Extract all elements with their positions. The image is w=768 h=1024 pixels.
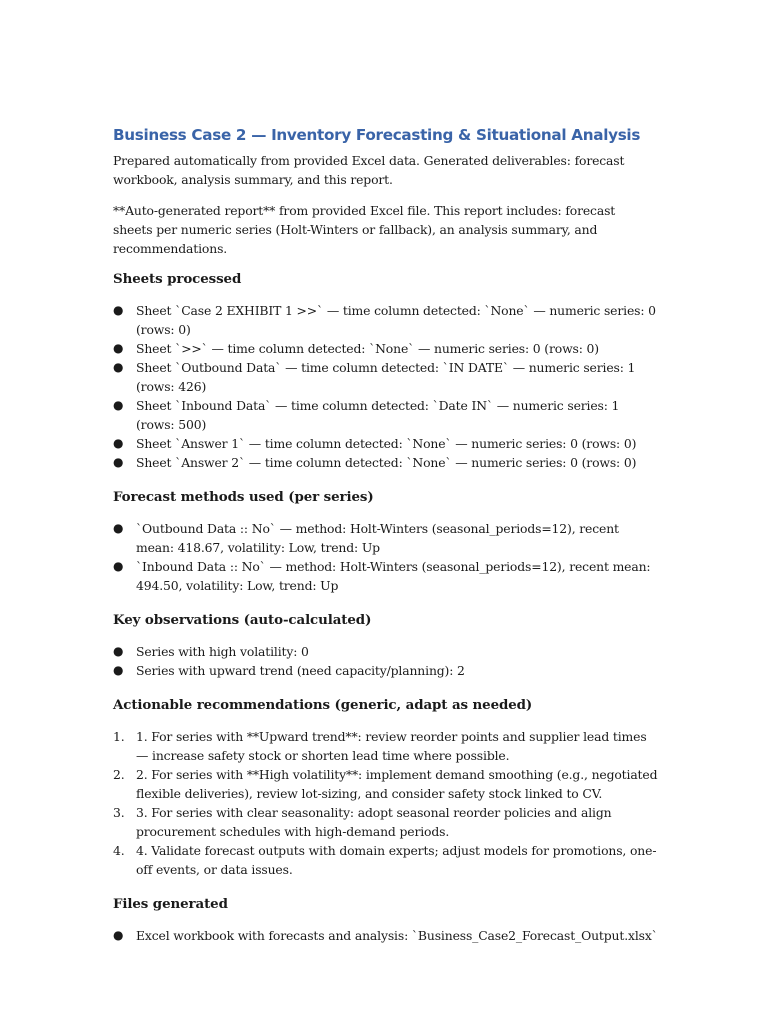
- files-heading: Files generated: [113, 896, 228, 912]
- list-item: 4. 4. Validate forecast outputs with domain experts; adjust models for promotions, one-off events, or data issues.: [113, 843, 657, 877]
- recommendations-heading: Actionable recommendations (generic, adapt as needed): [113, 697, 533, 713]
- list-item: 2. 2. For series with **High volatility**: implement demand smoothing (e.g., negotiated flexible deliveries), review lot-sizing, and consider safety stock linked to CV.: [113, 767, 658, 801]
- list-item: ● Sheet `>>` — time column detected: `None` — numeric series: 0 (rows: 0): [113, 341, 599, 356]
- bullet-icon: ●: [113, 559, 124, 573]
- methods-heading: Forecast methods used (per series): [113, 489, 374, 505]
- list-item: ● Excel workbook with forecasts and analysis: `Business_Case2_Forecast_Output.xlsx`: [113, 928, 658, 943]
- observations-heading: Key observations (auto-calculated): [113, 612, 372, 628]
- bullet-icon: ●: [113, 341, 124, 355]
- intro-paragraph: Prepared automatically from provided Excel data. Generated deliverables: forecast workbook, analysis summary, and this report.: [113, 153, 625, 187]
- list-item: ● Sheet `Answer 2` — time column detected: `None` — numeric series: 0 (rows: 0): [113, 455, 637, 470]
- bullet-icon: ●: [113, 398, 124, 412]
- bullet-icon: ●: [113, 303, 124, 317]
- list-number: 3.: [113, 805, 125, 820]
- list-number: 2.: [113, 767, 125, 782]
- bullet-icon: ●: [113, 521, 124, 535]
- list-item: ● Sheet `Answer 1` — time column detected: `None` — numeric series: 0 (rows: 0): [113, 436, 637, 451]
- list-item: ● `Inbound Data :: No` — method: Holt-Winters (seasonal_periods=12), recent mean: 494.50, volatility: Low, trend: Up: [113, 559, 651, 593]
- list-item: ● Series with high volatility: 0: [113, 644, 309, 659]
- list-item: 3. 3. For series with clear seasonality: adopt seasonal reorder policies and align procurement schedules with high-demand periods.: [113, 805, 612, 839]
- list-item: 1. 1. For series with **Upward trend**: review reorder points and supplier lead times — increase safety stock or shorten lead time where possible.: [113, 729, 647, 763]
- bullet-icon: ●: [113, 928, 124, 942]
- document-title: Business Case 2 — Inventory Forecasting & Situational Analysis: [113, 126, 641, 144]
- bullet-icon: ●: [113, 663, 124, 677]
- sheets-heading: Sheets processed: [113, 271, 242, 287]
- bullet-icon: ●: [113, 455, 124, 469]
- list-item: ● Series with upward trend (need capacity/planning): 2: [113, 663, 465, 678]
- bullet-icon: ●: [113, 360, 124, 374]
- sheets-list: [113, 301, 658, 472]
- document-page: [113, 124, 658, 954]
- list-item: ● Sheet `Inbound Data` — time column detected: `Date IN` — numeric series: 1 (rows: 500): [113, 398, 620, 432]
- list-number: 1.: [113, 729, 125, 744]
- list-item: ● Sheet `Outbound Data` — time column detected: `IN DATE` — numeric series: 1 (rows: 426): [113, 360, 636, 394]
- observations-list: [113, 642, 658, 680]
- list-item: ● `Outbound Data :: No` — method: Holt-Winters (seasonal_periods=12), recent mean: 418.67, volatility: Low, trend: Up: [113, 521, 619, 555]
- bullet-icon: ●: [113, 644, 124, 658]
- files-list: [113, 926, 658, 945]
- methods-list: [113, 519, 658, 595]
- recommendations-list: [113, 727, 658, 879]
- list-number: 4.: [113, 843, 125, 858]
- bullet-icon: ●: [113, 436, 124, 450]
- auto-note-paragraph: **Auto-generated report** from provided Excel file. This report includes: forecast sheets per numeric series (Holt-Winters or fallback), an analysis summary, and recommendations.: [113, 203, 616, 256]
- list-item: ● Sheet `Case 2 EXHIBIT 1 >>` — time column detected: `None` — numeric series: 0 (rows: 0): [113, 303, 656, 337]
